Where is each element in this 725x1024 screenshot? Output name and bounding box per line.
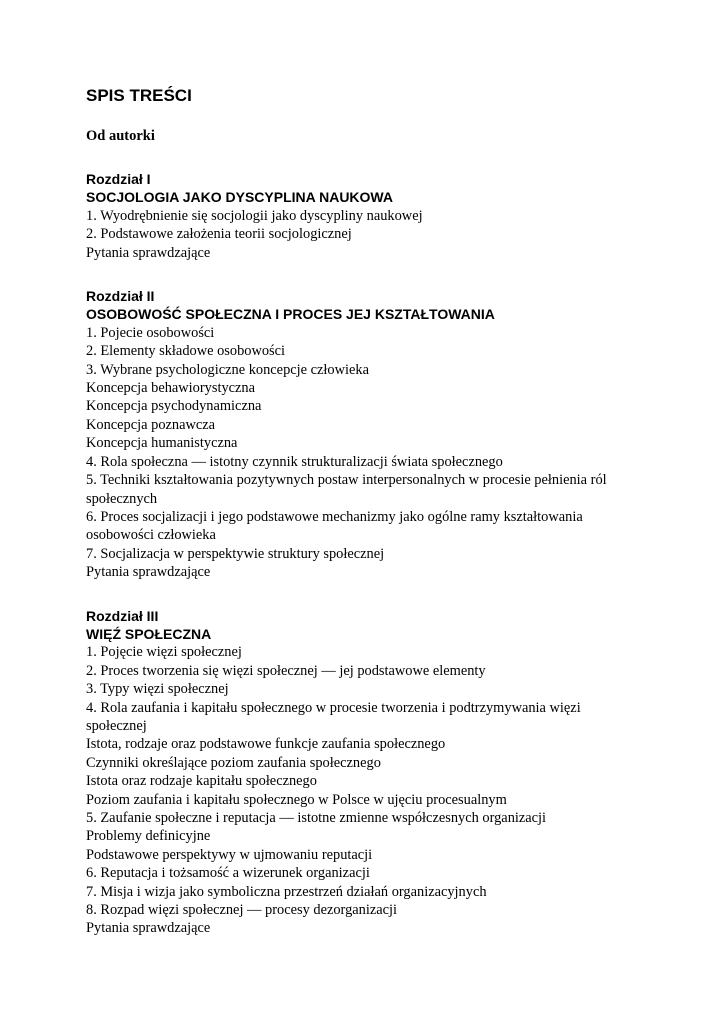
toc-entry: Koncepcja psychodynamiczna <box>86 398 262 415</box>
toc-entry: 1. Wyodrębnienie się socjologii jako dyscypliny naukowej <box>86 207 423 224</box>
toc-entry: 7. Misja i wizja jako symboliczna przestrzeń działań organizacyjnych <box>86 883 487 900</box>
toc-entry: osobowości człowieka <box>86 527 216 544</box>
chapter-number: Rozdział II <box>86 288 155 305</box>
toc-entry: Koncepcja humanistyczna <box>86 435 238 452</box>
toc-entry: Istota, rodzaje oraz podstawowe funkcje zaufania społecznego <box>86 736 446 753</box>
toc-entry: Podstawowe perspektywy w ujmowaniu reputacji <box>86 846 373 863</box>
toc-entry: 2. Podstawowe założenia teorii socjologicznej <box>86 226 352 243</box>
toc-entry: Pytania sprawdzające <box>86 564 211 581</box>
chapter-1 <box>86 170 686 262</box>
toc-entry: 6. Proces socjalizacji i jego podstawowe mechanizmy jako ogólne ramy kształtowania <box>86 508 583 525</box>
toc-entry: Czynniki określające poziom zaufania społecznego <box>86 754 381 771</box>
toc-entry: 2. Elementy składowe osobowości <box>86 343 286 360</box>
toc-entry: 1. Pojecie osobowości <box>86 324 215 341</box>
toc-entry: 1. Pojęcie więzi społecznej <box>86 644 242 661</box>
toc-entry: Pytania sprawdzające <box>86 920 211 937</box>
toc-entry: 4. Rola społeczna — istotny czynnik strukturalizacji świata społecznego <box>86 453 503 470</box>
toc-entry: społecznych <box>86 490 158 507</box>
chapter-title: WIĘŹ SPOŁECZNA <box>86 625 212 642</box>
toc-entry: Problemy definicyjne <box>86 828 211 845</box>
author-note-heading: Od autorki <box>86 128 155 144</box>
toc-entry: 4. Rola zaufania i kapitału społecznego w procesie tworzenia i podtrzymywania więzi <box>86 699 581 716</box>
toc-title: SPIS TREŚCI <box>86 86 192 105</box>
toc-entry: 5. Techniki kształtowania pozytywnych postaw interpersonalnych w procesie pełnienia ról <box>86 472 607 489</box>
toc-entry: 7. Socjalizacja w perspektywie struktury społecznej <box>86 545 385 562</box>
toc-entry: Koncepcja behawiorystyczna <box>86 380 256 397</box>
chapter-title: OSOBOWOŚĆ SPOŁECZNA I PROCES JEJ KSZTAŁTOWANIA <box>86 306 495 323</box>
chapter-2 <box>86 287 686 582</box>
chapter-number: Rozdział III <box>86 607 159 624</box>
toc-entry: społecznej <box>86 717 147 734</box>
toc-entry: Poziom zaufania i kapitału społecznego w Polsce w ujęciu procesualnym <box>86 791 507 808</box>
toc-entry: 2. Proces tworzenia się więzi społecznej — jej podstawowe elementy <box>86 662 486 679</box>
toc-page <box>86 86 686 938</box>
toc-entry: 3. Wybrane psychologiczne koncepcje człowieka <box>86 361 369 378</box>
toc-entry: 5. Zaufanie społeczne i reputacja — istotne zmienne współczesnych organizacji <box>86 810 547 826</box>
toc-entry: Pytania sprawdzające <box>86 244 211 261</box>
toc-entry: Istota oraz rodzaje kapitału społecznego <box>86 773 317 790</box>
toc-entry: Koncepcja poznawcza <box>86 416 216 433</box>
chapter-number: Rozdział I <box>86 171 151 187</box>
chapter-title: SOCJOLOGIA JAKO DYSCYPLINA NAUKOWA <box>86 189 393 206</box>
chapter-3 <box>86 607 686 938</box>
toc-entry: 3. Typy więzi społecznej <box>86 681 229 698</box>
toc-entry: 8. Rozpad więzi społecznej — procesy dezorganizacji <box>86 902 398 919</box>
toc-entry: 6. Reputacja i tożsamość a wizerunek organizacji <box>86 865 370 882</box>
